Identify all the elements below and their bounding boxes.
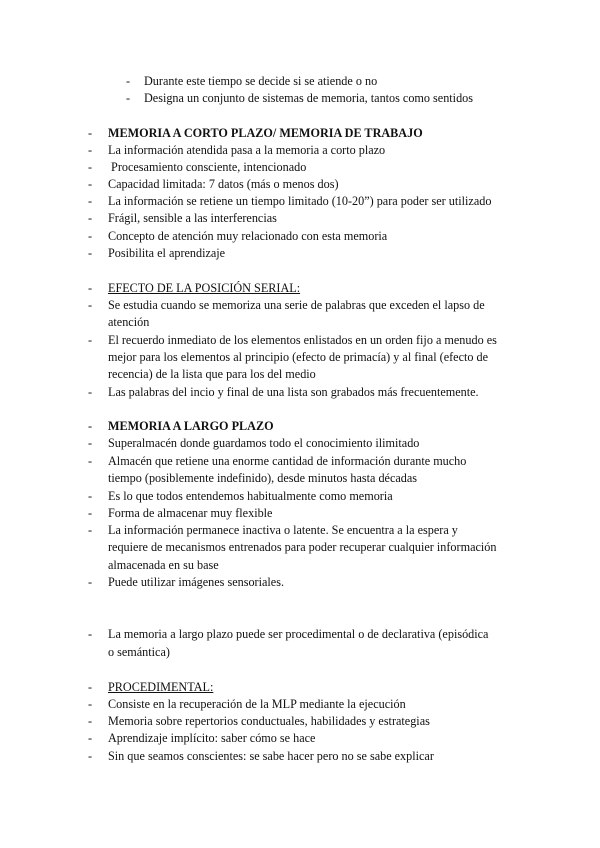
bullet-dash: -	[88, 385, 93, 399]
intro-item	[0, 89, 600, 107]
bullet-dash: -	[88, 714, 93, 728]
bullet-dash: -	[88, 160, 93, 174]
heading-text: MEMORIA A LARGO PLAZO	[108, 419, 274, 433]
list-item	[0, 141, 600, 159]
list-item	[0, 487, 600, 505]
list-item-text: Sin que seamos conscientes: se sabe hacer pero no se sabe explicar	[108, 749, 434, 763]
list-item-continuation	[0, 469, 600, 487]
list-item-text: Es lo que todos entendemos habitualmente como memoria	[108, 489, 393, 503]
intro-item-text: Durante este tiempo se decide si se atiende o no	[144, 74, 378, 88]
list-item	[0, 296, 600, 314]
list-item-continuation	[0, 643, 600, 661]
heading-text: MEMORIA A CORTO PLAZO/ MEMORIA DE TRABAJO	[108, 126, 423, 140]
list-item-text: La información se retiene un tiempo limitado (10-20”) para poder ser utilizado	[108, 194, 492, 208]
intro-item-text: Designa un conjunto de sistemas de memoria, tantos como sentidos	[144, 91, 474, 105]
heading-text: EFECTO DE LA POSICIÓN SERIAL:	[108, 281, 301, 295]
bullet-dash: -	[88, 680, 93, 694]
list-item-continuation	[0, 313, 600, 331]
list-item-continuation	[0, 365, 600, 383]
list-item	[0, 244, 600, 262]
bullet-dash: -	[88, 211, 93, 225]
list-item-text: La información permanece inactiva o latente. Se encuentra a la espera y	[108, 523, 458, 537]
bullet-dash: -	[88, 506, 93, 520]
bullet-dash: -	[88, 419, 93, 433]
list-item-text: La memoria a largo plazo puede ser procedimental o de declarativa (episódica	[108, 627, 489, 641]
list-item-text: Posibilita el aprendizaje	[108, 246, 226, 260]
bullet-dash: -	[88, 298, 93, 312]
bullet-dash: -	[88, 523, 93, 537]
bullet-dash: -	[126, 91, 131, 105]
list-item-text: tiempo (posiblemente indefinido), desde minutos hasta décadas	[108, 471, 418, 485]
list-item-text: Memoria sobre repertorios conductuales, habilidades y estrategias	[108, 714, 430, 728]
bullet-dash: -	[88, 333, 93, 347]
list-item-text: Procesamiento consciente, intencionado	[108, 160, 307, 174]
list-item-text: mejor para los elementos al principio (efecto de primacía) y al final (efecto de	[108, 350, 489, 364]
bullet-dash: -	[88, 281, 93, 295]
list-item	[0, 573, 600, 591]
intro-item	[0, 72, 600, 90]
bullet-dash: -	[88, 126, 93, 140]
list-item	[0, 521, 600, 539]
list-item-text: Aprendizaje implícito: saber cómo se hace	[108, 731, 316, 745]
bullet-dash: -	[88, 489, 93, 503]
list-item-continuation	[0, 348, 600, 366]
list-item-text: Almacén que retiene una enorme cantidad de información durante mucho	[108, 454, 467, 468]
bullet-dash: -	[126, 74, 131, 88]
section-heading-posicion-serial	[0, 279, 600, 297]
list-item-text: Las palabras del incio y final de una lista son grabados más frecuentemente.	[108, 385, 479, 399]
list-item	[0, 192, 600, 210]
bullet-dash: -	[88, 436, 93, 450]
list-item-text: requiere de mecanismos entrenados para poder recuperar cualquier información	[108, 540, 497, 554]
list-item	[0, 712, 600, 730]
list-item-text: Concepto de atención muy relacionado con esta memoria	[108, 229, 388, 243]
bullet-dash: -	[88, 229, 93, 243]
bullet-dash: -	[88, 627, 93, 641]
section-heading-largo-plazo	[0, 417, 600, 435]
bullet-dash: -	[88, 246, 93, 260]
list-item-text: atención	[108, 315, 150, 329]
bullet-dash: -	[88, 697, 93, 711]
list-item	[0, 695, 600, 713]
list-item-text: Consiste en la recuperación de la MLP mediante la ejecución	[108, 697, 406, 711]
list-item-text: Puede utilizar imágenes sensoriales.	[108, 575, 284, 589]
list-item-text: Se estudia cuando se memoriza una serie de palabras que exceden el lapso de	[108, 298, 485, 312]
bullet-dash: -	[88, 454, 93, 468]
list-item-text: recencia) de la lista que para los del medio	[108, 367, 316, 381]
bullet-dash: -	[88, 575, 93, 589]
list-item	[0, 331, 600, 349]
heading-text: PROCEDIMENTAL:	[108, 680, 214, 694]
list-item-text: Forma de almacenar muy flexible	[108, 506, 273, 520]
list-item	[0, 625, 600, 643]
bullet-dash: -	[88, 194, 93, 208]
list-item-text: El recuerdo inmediato de los elementos enlistados en un orden fijo a menudo es	[108, 333, 497, 347]
list-item-text: Capacidad limitada: 7 datos (más o menos dos)	[108, 177, 339, 191]
list-item-text: o semántica)	[108, 645, 170, 659]
bullet-dash: -	[88, 749, 93, 763]
list-item-text: almacenada en su base	[108, 558, 219, 572]
bullet-dash: -	[88, 731, 93, 745]
section-heading-corto-plazo	[0, 124, 600, 142]
list-item	[0, 729, 600, 747]
list-item	[0, 209, 600, 227]
list-item	[0, 227, 600, 245]
list-item-continuation	[0, 538, 600, 556]
list-item	[0, 383, 600, 401]
list-item	[0, 452, 600, 470]
list-item	[0, 175, 600, 193]
list-item-text: La información atendida pasa a la memoria a corto plazo	[108, 143, 386, 157]
bullet-dash: -	[88, 143, 93, 157]
list-item	[0, 504, 600, 522]
bullet-dash: -	[88, 177, 93, 191]
list-item-continuation	[0, 556, 600, 574]
list-item-text: Superalmacén donde guardamos todo el conocimiento ilimitado	[108, 436, 420, 450]
list-item	[0, 158, 600, 176]
list-item	[0, 434, 600, 452]
list-item-text: Frágil, sensible a las interferencias	[108, 211, 277, 225]
list-item	[0, 747, 600, 765]
section-heading-procedimental	[0, 678, 600, 696]
